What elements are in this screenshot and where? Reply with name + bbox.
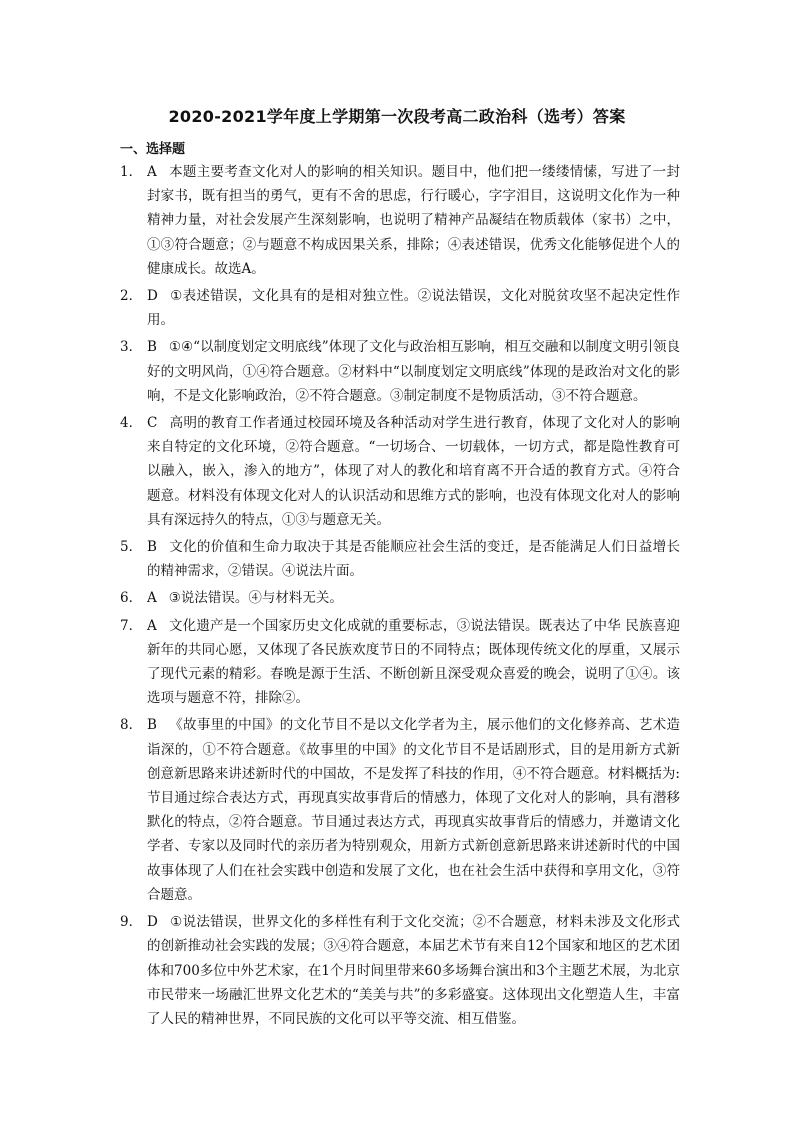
question-number: 7． xyxy=(120,617,143,634)
answer-item-6 xyxy=(120,586,680,610)
question-number: 8． xyxy=(120,717,143,734)
answer-item-2 xyxy=(120,284,680,332)
answer-explanation: ③说法错误。④与材料无关。 xyxy=(168,590,343,607)
question-number: 5． xyxy=(120,539,143,556)
answer-explanation: 文化的价值和生命力取决于其是否能顺应社会生活的变迁，是否能满足人们日益增长的精神需求，②错误。④说法片面。 xyxy=(147,539,680,580)
answer-explanation: 本题主要考查文化对人的影响的相关知识。题目中，他们把一缕缕情愫，写进了一封封家书，既有担当的勇气，更有不舍的思虑，行行暖心，字字泪目，这说明文化作为一种精神力量，对社会发展产生深刻影响，也说明了精神产品凝结在物质载体（家书）之中，①③符合题意；②与题意不构成因果关系，排除；④表述错误，优秀文化能够促进个人的健康成长。故选A。 xyxy=(147,164,680,277)
answer-item-4 xyxy=(120,411,680,532)
answer-item-1 xyxy=(120,160,680,281)
answer-explanation: 高明的教育工作者通过校园环境及各种活动对学生进行教育，体现了文化对人的影响来自特定的文化环境，②符合题意。“一切场合、一切载体，一切方式，都是隐性教育可以融入，嵌入，渗入的地方”，体现了对人的教化和培育离不开合适的教育方式。④符合题意。材料没有体现文化对人的认识活动和思维方式的影响，也没有体现文化对人的影响具有深远持久的特点，①③与题意无关。 xyxy=(147,415,680,528)
answer-letter: B xyxy=(147,539,157,556)
answer-letter: C xyxy=(147,415,158,432)
question-number: 6． xyxy=(120,590,143,607)
answer-item-3 xyxy=(120,335,680,408)
question-number: 3． xyxy=(120,339,143,356)
answer-letter: A xyxy=(147,164,157,180)
answer-explanation: 《故事里的中国》的文化节目不是以文化学者为主，展示他们的文化修养高、艺术造诣深的，①不符合题意。《故事里的中国》的文化节目不是话剧形式，目的是用新方式新创意新思路来讲述新时代的中国故，不是发挥了科技的作用，④不符合题意。材料概括为: 节目通过综合表达方式，再现真实故事背后的情感力，体现了文化对人的影响，具有潜移默化的特点，②符合题意。节目通过表达方式，再现真实故事背后的情感力，并邀请文化学者、专家以及同时代的亲历者为特别观众，用新方式新创意新思路来讲述新时代的中国故事体现了人们在社会实践中创造和发展了文化，也在社会生活中获得和享用文化，③符合题意。 xyxy=(147,717,680,903)
answer-item-9 xyxy=(120,910,680,1031)
answer-list xyxy=(120,160,680,1034)
answer-letter: D xyxy=(147,288,158,305)
question-number: 2． xyxy=(120,288,143,305)
answer-explanation: ①④“以制度划定文明底线”体现了文化与政治相互影响，相互交融和以制度文明引领良好的文明风尚，①④符合题意。②材料中“以制度划定文明底线”体现的是政治对文化的影响，不是文化影响政治，②不符合题意。③制定制度不是物质活动，③不符合题意。 xyxy=(147,339,680,404)
answer-letter: B xyxy=(147,717,157,734)
question-number: 1． xyxy=(120,164,143,180)
section-heading: 一、选择题 xyxy=(120,142,186,157)
answer-item-5 xyxy=(120,535,680,583)
answer-item-7 xyxy=(120,614,680,711)
answer-explanation: ①表述错误，文化具有的是相对独立性。②说法错误，文化对脱贫攻坚不起决定性作用。 xyxy=(147,288,680,329)
answer-explanation: ①说法错误，世界文化的多样性有利于文化交流；②不合题意，材料未涉及文化形式的创新推动社会实践的发展；③④符合题意，本届艺术节有来自12个国家和地区的艺术团体和700多位中外艺术家，在1个月时间里带来60多场舞台演出和3个主题艺术展，为北京市民带来一场融汇世界文化艺术的“美美与共”的多彩盛宴。这体现出文化塑造人生，丰富了人民的精神世界，不同民族的文化可以平等交流、相互借鉴。 xyxy=(147,914,680,1027)
answer-letter: B xyxy=(147,339,157,356)
question-number: 4． xyxy=(120,415,143,432)
answer-letter: A xyxy=(147,617,157,634)
answer-letter: A xyxy=(147,590,157,607)
answer-letter: D xyxy=(147,914,158,931)
answer-explanation: 文化遗产是一个国家历史文化成就的重要标志，③说法错误。既表达了中华 民族喜迎新年的共同心愿，又体现了各民族欢度节日的不同特点；既体现传统文化的厚重，又展示了现代元素的精彩。春晚是源于生活、不断创新且深受观众喜爱的晚会，说明了①④。该选项与题意不符，排除②。 xyxy=(147,617,680,707)
question-number: 9． xyxy=(120,914,143,931)
answer-item-8 xyxy=(120,713,680,907)
page-title: 2020-2021学年度上学期第一次段考高二政治科（选考）答案 xyxy=(168,107,626,126)
